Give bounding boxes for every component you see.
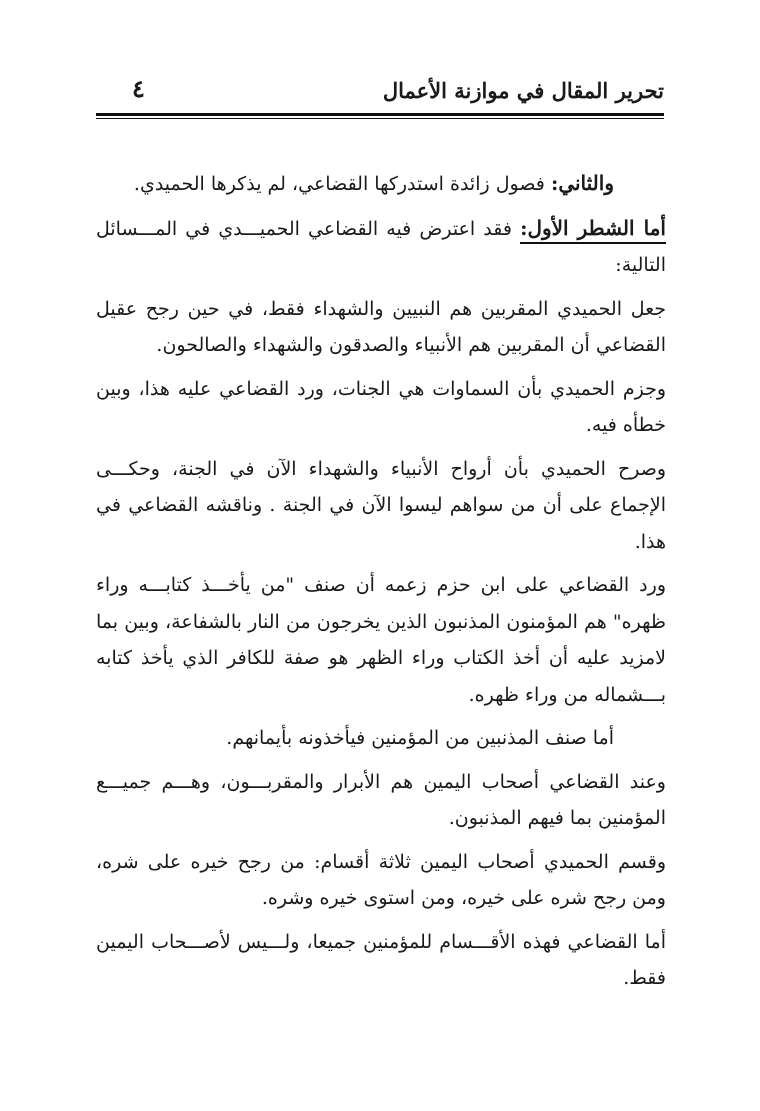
paragraph	[96, 210, 666, 284]
paragraph: أما صنف المذنبين من المؤمنين فيأخذونه بأيمانهم.	[226, 727, 614, 749]
paragraph-label: والثاني:	[550, 171, 614, 195]
header-rule-thick	[96, 113, 664, 116]
page-body	[96, 165, 666, 1004]
paragraph: جعل الحميدي المقربين هم النبيين والشهداء فقط، في حين رجح عقيل القضاعي أن المقربين هم الأنبياء والصدقون والشهداء والصالحون.	[96, 297, 666, 356]
paragraph: وجزم الحميدي بأن السماوات هي الجنات، ورد القضاعي عليه هذا، وبين خطأه فيه.	[96, 377, 666, 436]
paragraph: وقسم الحميدي أصحاب اليمين ثلاثة أقسام: من رجح خيره على شره، ومن رجح شره على خيره، ومن استوى خيره وشره.	[96, 850, 666, 909]
section-heading: أما الشطر الأول:	[520, 216, 666, 244]
running-header	[96, 74, 664, 114]
paragraph-text: فقد اعترض فيه القضاعي الحميـــدي في المـــسائل التالية:	[96, 217, 666, 276]
running-title: تحرير المقال في موازنة الأعمال	[382, 78, 664, 103]
paragraph-text: فصول زائدة استدركها القضاعي، لم يذكرها الحميدي.	[133, 173, 551, 195]
paragraph	[96, 165, 666, 203]
paragraph: وصرح الحميدي بأن أرواح الأنبياء والشهداء الآن في الجنة، وحكـــى الإجماع على أن من سواهم ليسوا الآن في الجنة . وناقشه القضاعي في هذا.	[96, 457, 666, 553]
page-number: ٤	[132, 74, 145, 103]
paragraph: ورد القضاعي على ابن حزم زعمه أن صنف "من يأخـــذ كتابـــه وراء ظهره" هم المؤمنون المذنبون الذين يخرجون من النار بالشفاعة، وبين بما لامزيد عليه أن أخذ الكتاب وراء الظهر هو صفة للكافر الذي يأخذ كتابه بـــشماله من وراء ظهره.	[96, 574, 666, 706]
paragraph: أما القضاعي فهذه الأقـــسام للمؤمنين جميعا، ولـــيس لأصـــحاب اليمين فقط.	[96, 930, 666, 989]
paragraph: وعند القضاعي أصحاب اليمين هم الأبرار والمقربـــون، وهـــم جميـــع المؤمنين بما فيهم المذنبون.	[96, 770, 666, 829]
header-rule-thin	[96, 118, 664, 119]
